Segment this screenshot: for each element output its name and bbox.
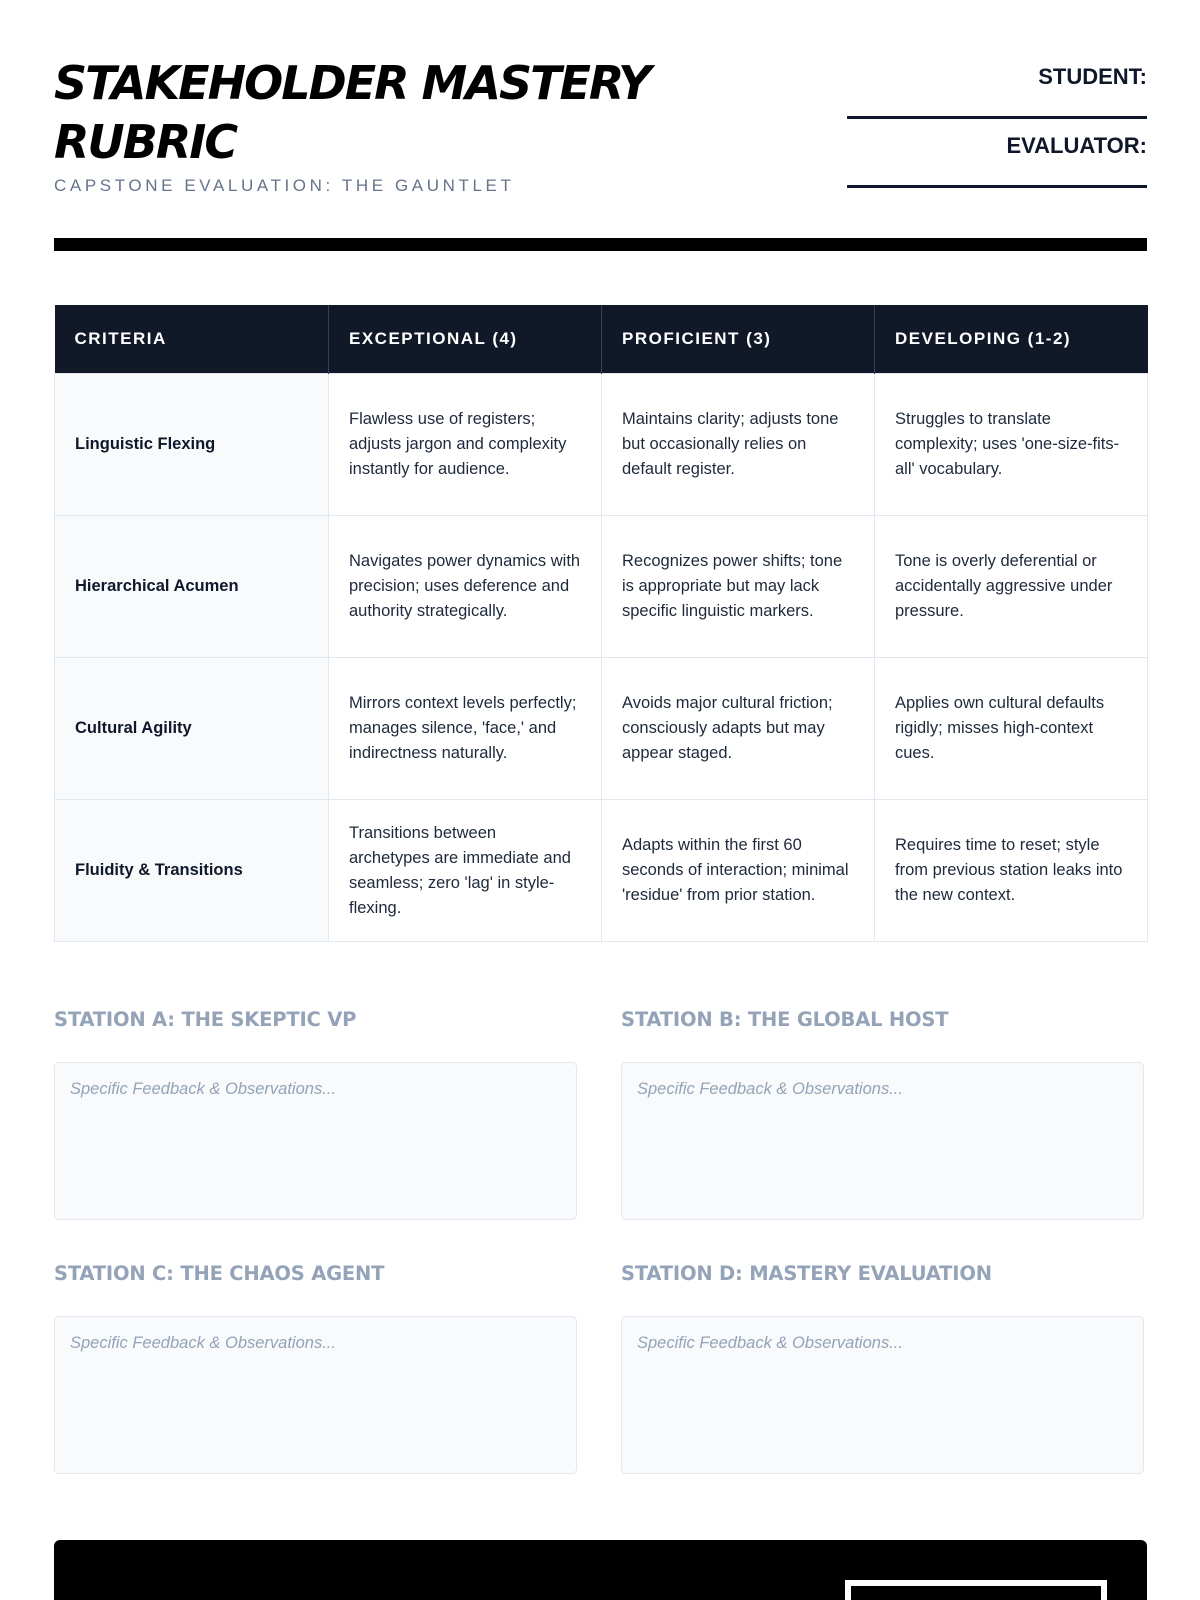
table-row <box>55 800 1148 942</box>
table-row <box>55 516 1148 658</box>
page-subtitle: CAPSTONE EVALUATION: THE GAUNTLET <box>54 176 515 195</box>
developing-cell: Struggles to translate complexity; uses 'one-size-fits-all' vocabulary. <box>875 374 1148 516</box>
column-header-proficient: PROFICIENT (3) <box>602 305 875 374</box>
feedback-placeholder: Specific Feedback & Observations... <box>637 1080 903 1098</box>
criteria-cell: Fluidity & Transitions <box>55 800 329 942</box>
final-score-box[interactable] <box>845 1580 1107 1600</box>
exceptional-cell: Navigates power dynamics with precision; uses deference and authority strategically. <box>329 516 602 658</box>
exceptional-cell: Transitions between archetypes are immediate and seamless; zero 'lag' in style-flexing. <box>329 800 602 942</box>
table-row <box>55 374 1148 516</box>
column-header-exceptional: EXCEPTIONAL (4) <box>329 305 602 374</box>
header-divider <box>54 238 1147 251</box>
developing-cell: Applies own cultural defaults rigidly; misses high-context cues. <box>875 658 1148 800</box>
proficient-cell: Avoids major cultural friction; consciously adapts but may appear staged. <box>602 658 875 800</box>
evaluator-signature-line[interactable] <box>847 185 1147 188</box>
station-c-title: STATION C: THE CHAOS AGENT <box>54 1262 385 1285</box>
evaluator-label: EVALUATOR: <box>1006 133 1147 158</box>
station-a-feedback-field[interactable] <box>54 1062 577 1220</box>
developing-cell: Requires time to reset; style from previous station leaks into the new context. <box>875 800 1148 942</box>
score-footer <box>54 1540 1147 1600</box>
signature-fields <box>847 64 1147 202</box>
criteria-cell: Linguistic Flexing <box>55 374 329 516</box>
station-d-feedback-field[interactable] <box>621 1316 1144 1474</box>
proficient-cell: Adapts within the first 60 seconds of interaction; minimal 'residue' from prior station. <box>602 800 875 942</box>
criteria-cell: Hierarchical Acumen <box>55 516 329 658</box>
exceptional-cell: Mirrors context levels perfectly; manages silence, 'face,' and indirectness naturally. <box>329 658 602 800</box>
page-header <box>54 54 1147 204</box>
student-signature-line[interactable] <box>847 116 1147 119</box>
developing-cell: Tone is overly deferential or accidentally aggressive under pressure. <box>875 516 1148 658</box>
station-c-feedback-field[interactable] <box>54 1316 577 1474</box>
station-d-title: STATION D: MASTERY EVALUATION <box>621 1262 992 1285</box>
proficient-cell: Recognizes power shifts; tone is appropriate but may lack specific linguistic markers. <box>602 516 875 658</box>
station-a-title: STATION A: THE SKEPTIC VP <box>54 1008 357 1031</box>
table-row <box>55 658 1148 800</box>
rubric-table <box>54 305 1148 942</box>
feedback-placeholder: Specific Feedback & Observations... <box>70 1334 336 1352</box>
page-title: STAKEHOLDER MASTERY RUBRIC <box>54 56 650 169</box>
feedback-placeholder: Specific Feedback & Observations... <box>637 1334 903 1352</box>
exceptional-cell: Flawless use of registers; adjusts jargon and complexity instantly for audience. <box>329 374 602 516</box>
station-b-title: STATION B: THE GLOBAL HOST <box>621 1008 949 1031</box>
station-b-feedback-field[interactable] <box>621 1062 1144 1220</box>
feedback-placeholder: Specific Feedback & Observations... <box>70 1080 336 1098</box>
table-header-row <box>55 305 1148 374</box>
column-header-developing: DEVELOPING (1-2) <box>875 305 1148 374</box>
criteria-cell: Cultural Agility <box>55 658 329 800</box>
column-header-criteria: CRITERIA <box>55 305 329 374</box>
proficient-cell: Maintains clarity; adjusts tone but occasionally relies on default register. <box>602 374 875 516</box>
student-label: STUDENT: <box>1038 64 1147 89</box>
